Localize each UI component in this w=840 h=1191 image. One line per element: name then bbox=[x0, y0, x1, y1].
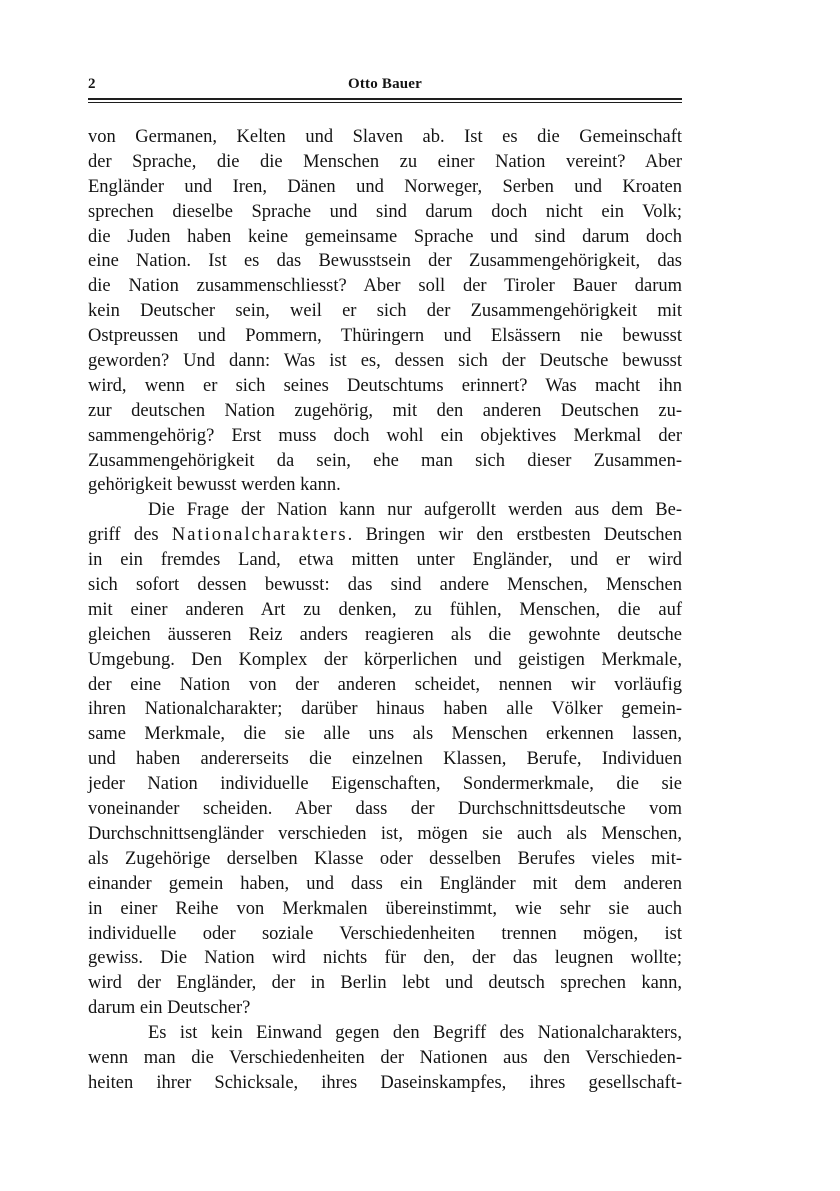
text-line: einander gemein haben, und dass ein Engländer mit dem anderen bbox=[88, 873, 682, 894]
text-line: in ein fremdes Land, etwa mitten unter Engländer, und er wird bbox=[88, 550, 682, 571]
text-line: Engländer und Iren, Dänen und Norweger, Serben und Kroaten bbox=[88, 176, 682, 197]
header-rule-top bbox=[88, 98, 682, 100]
text-line: kein Deutscher sein, weil er sich der Zusammengehörigkeit mit bbox=[88, 301, 682, 322]
running-title: Otto Bauer bbox=[347, 76, 423, 92]
text-line: Zusammengehörigkeit da sein, ehe man sich dieser Zusammen- bbox=[88, 450, 682, 471]
text-line: die Nation zusammenschliesst? Aber soll der Tiroler Bauer darum bbox=[88, 276, 682, 297]
text-line: same Merkmale, die sie alle uns als Menschen erkennen lassen, bbox=[88, 724, 682, 745]
page-header bbox=[88, 72, 682, 102]
text-line: sammengehörig? Erst muss doch wohl ein objektives Merkmal der bbox=[88, 425, 682, 446]
text-line: sich sofort dessen bewusst: das sind andere Menschen, Menschen bbox=[88, 575, 682, 596]
text-line: mit einer anderen Art zu denken, zu fühlen, Menschen, die auf bbox=[88, 599, 682, 620]
text-line: individuelle oder soziale Verschiedenheiten trennen mögen, ist bbox=[88, 923, 682, 944]
text-line: der Sprache, die die Menschen zu einer Nation vereint? Aber bbox=[88, 151, 682, 172]
text-segment: griff des bbox=[88, 525, 172, 546]
text-line: ihren Nationalcharakter; darüber hinaus haben alle Völker gemein- bbox=[88, 699, 682, 720]
text-line: jeder Nation individuelle Eigenschaften, Sondermerkmale, die sie bbox=[88, 774, 682, 795]
text-line: Umgebung. Den Komplex der körperlichen und geistigen Merkmale, bbox=[88, 649, 682, 670]
text-line: Die Frage der Nation kann nur aufgerollt werden aus dem Be- bbox=[148, 500, 682, 521]
text-line: zur deutschen Nation zugehörig, mit den anderen Deutschen zu- bbox=[88, 400, 682, 421]
header-rule-bottom bbox=[88, 102, 682, 104]
body-text bbox=[88, 125, 682, 1096]
text-line: heiten ihrer Schicksale, ihres Daseinskampfes, ihres gesellschaft- bbox=[88, 1072, 682, 1093]
text-line: Durchschnittsengländer verschieden ist, mögen sie auch als Menschen, bbox=[88, 823, 682, 844]
text-line: Es ist kein Einwand gegen den Begriff des Nationalcharakters, bbox=[148, 1023, 682, 1044]
text-line: der eine Nation von der anderen scheidet, nennen wir vorläufig bbox=[88, 674, 682, 695]
paragraph-3 bbox=[88, 1021, 682, 1096]
text-line: gewiss. Die Nation wird nichts für den, der das leugnen wollte; bbox=[88, 948, 682, 969]
text-line bbox=[88, 523, 682, 548]
text-line: voneinander scheiden. Aber dass der Durchschnittsdeutsche vom bbox=[88, 799, 682, 820]
text-line: wird, wenn er sich seines Deutschtums erinnert? Was macht ihn bbox=[88, 375, 682, 396]
text-line: als Zugehörige derselben Klasse oder desselben Berufes vieles mit- bbox=[88, 848, 682, 869]
text-line: gleichen äusseren Reiz anders reagieren als die gewohnte deutsche bbox=[88, 624, 682, 645]
text-line: sprechen dieselbe Sprache und sind darum doch nicht ein Volk; bbox=[88, 201, 682, 222]
text-line: geworden? Und dann: Was ist es, dessen sich der Deutsche bewusst bbox=[88, 351, 682, 372]
paragraph-2 bbox=[88, 498, 682, 1021]
text-line: darum ein Deutscher? bbox=[88, 998, 251, 1019]
text-segment: . Bringen wir den erstbesten Deutschen bbox=[347, 525, 682, 546]
text-line: wenn man die Verschiedenheiten der Nationen aus den Verschieden- bbox=[88, 1047, 682, 1068]
text-line: wird der Engländer, der in Berlin lebt und deutsch sprechen kann, bbox=[88, 973, 682, 994]
text-line: von Germanen, Kelten und Slaven ab. Ist es die Gemeinschaft bbox=[88, 127, 682, 147]
text-line: die Juden haben keine gemeinsame Sprache und sind darum doch bbox=[88, 226, 682, 247]
text-line: und haben andererseits die einzelnen Klassen, Berufe, Individuen bbox=[88, 749, 682, 770]
spaced-term: Nationalcharakters bbox=[171, 525, 348, 546]
page-number: 2 bbox=[88, 76, 96, 92]
text-line: Ostpreussen und Pommern, Thüringern und Elsässern nie bewusst bbox=[88, 326, 682, 347]
text-line: gehörigkeit bewusst werden kann. bbox=[88, 475, 341, 496]
paragraph-1 bbox=[88, 125, 682, 498]
text-line: eine Nation. Ist es das Bewusstsein der Zusammengehörigkeit, das bbox=[88, 251, 682, 272]
text-line: in einer Reihe von Merkmalen übereinstimmt, wie sehr sie auch bbox=[88, 898, 682, 919]
